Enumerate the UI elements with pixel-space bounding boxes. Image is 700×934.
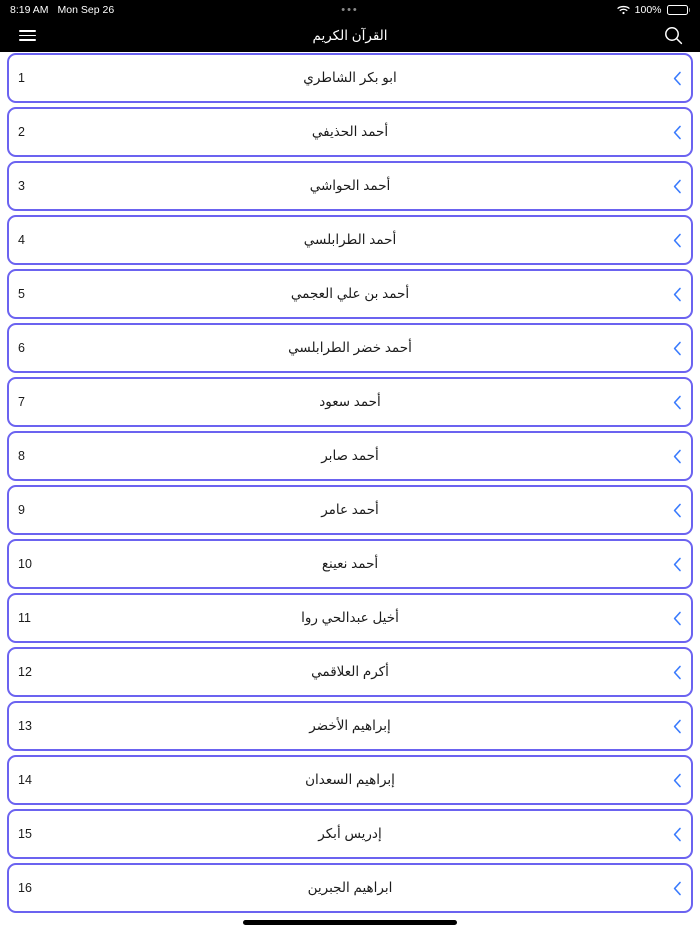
status-bar — [0, 0, 700, 19]
list-item-label: أحمد صابر — [321, 448, 379, 463]
battery-percent-label: 100% — [634, 3, 662, 16]
search-icon[interactable] — [660, 23, 686, 49]
list-item-index: 11 — [18, 611, 31, 625]
list-item[interactable] — [7, 53, 693, 103]
status-bar-right — [617, 4, 690, 16]
list-item-label: ابو بكر الشاطري — [303, 70, 397, 85]
list-item-index: 1 — [18, 71, 25, 85]
list-item-label: أحمد الحواشي — [309, 178, 391, 193]
chevron-left-icon[interactable] — [670, 773, 684, 787]
list-item-label: إدريس أبكر — [318, 826, 382, 841]
list-item-label: أحمد سعود — [319, 394, 381, 409]
chevron-left-icon[interactable] — [670, 71, 684, 85]
chevron-left-icon[interactable] — [670, 881, 684, 895]
home-indicator-area — [0, 910, 700, 934]
list-item-label: إبراهيم السعدان — [305, 772, 395, 787]
chevron-left-icon[interactable] — [670, 611, 684, 625]
chevron-left-icon[interactable] — [670, 125, 684, 139]
list-item[interactable] — [7, 269, 693, 319]
list-item[interactable] — [7, 863, 693, 913]
status-time: 8:19 AM — [10, 3, 49, 16]
list-item-label: أحمد عامر — [321, 502, 379, 517]
list-item-label: أحمد نعينع — [321, 556, 379, 571]
list-item-label: أحمد الطرابلسي — [303, 232, 397, 247]
list-item[interactable] — [7, 431, 693, 481]
list-item[interactable] — [7, 593, 693, 643]
list-item[interactable] — [7, 755, 693, 805]
list-item[interactable] — [7, 647, 693, 697]
chevron-left-icon[interactable] — [670, 827, 684, 841]
list-item-index: 2 — [18, 125, 25, 139]
list-item[interactable] — [7, 809, 693, 859]
list-item-index: 13 — [18, 719, 32, 733]
list-item-label: أحمد بن علي العجمي — [290, 286, 410, 301]
list-item-index: 9 — [18, 503, 25, 517]
list-item-label: أكرم العلاقمي — [311, 664, 389, 679]
status-date: Mon Sep 26 — [57, 3, 115, 16]
chevron-left-icon[interactable] — [670, 395, 684, 409]
page-title: القرآن الكريم — [312, 27, 388, 43]
status-bar-left — [10, 4, 114, 16]
list-item-label: ابراهيم الجبرين — [307, 880, 393, 895]
list-item-index: 5 — [18, 287, 25, 301]
reciter-list[interactable] — [0, 52, 700, 934]
list-item-index: 15 — [18, 827, 32, 841]
list-item[interactable] — [7, 701, 693, 751]
chevron-left-icon[interactable] — [670, 449, 684, 463]
home-indicator-bar[interactable] — [243, 920, 457, 925]
list-item-index: 4 — [18, 233, 25, 247]
list-item-index: 14 — [18, 773, 32, 787]
chevron-left-icon[interactable] — [670, 179, 684, 193]
list-item-label: إبراهيم الأخضر — [309, 718, 391, 733]
list-item-label: أحمد الحذيفي — [311, 124, 389, 139]
list-item-index: 3 — [18, 179, 25, 193]
list-item[interactable] — [7, 377, 693, 427]
list-item[interactable] — [7, 485, 693, 535]
chevron-left-icon[interactable] — [670, 287, 684, 301]
list-item[interactable] — [7, 161, 693, 211]
list-item[interactable] — [7, 107, 693, 157]
battery-full-icon — [667, 5, 691, 15]
list-item-index: 12 — [18, 665, 32, 679]
chevron-left-icon[interactable] — [670, 341, 684, 355]
chevron-left-icon[interactable] — [670, 719, 684, 733]
list-item-index: 16 — [18, 881, 32, 895]
list-item-index: 10 — [18, 557, 32, 571]
chevron-left-icon[interactable] — [670, 557, 684, 571]
hamburger-menu-icon[interactable] — [14, 23, 40, 49]
list-item-index: 8 — [18, 449, 25, 463]
chevron-left-icon[interactable] — [670, 233, 684, 247]
list-item-label: أخيل عبدالحي روا — [301, 610, 399, 625]
wifi-icon — [617, 5, 630, 15]
app-bar — [0, 19, 700, 52]
chevron-left-icon[interactable] — [670, 503, 684, 517]
chevron-left-icon[interactable] — [670, 665, 684, 679]
list-item-index: 7 — [18, 395, 25, 409]
list-item[interactable] — [7, 539, 693, 589]
status-center-dots: ••• — [341, 3, 359, 16]
list-item-label: أحمد خضر الطرابلسي — [288, 340, 412, 355]
list-item[interactable] — [7, 215, 693, 265]
list-item[interactable] — [7, 323, 693, 373]
list-item-index: 6 — [18, 341, 25, 355]
